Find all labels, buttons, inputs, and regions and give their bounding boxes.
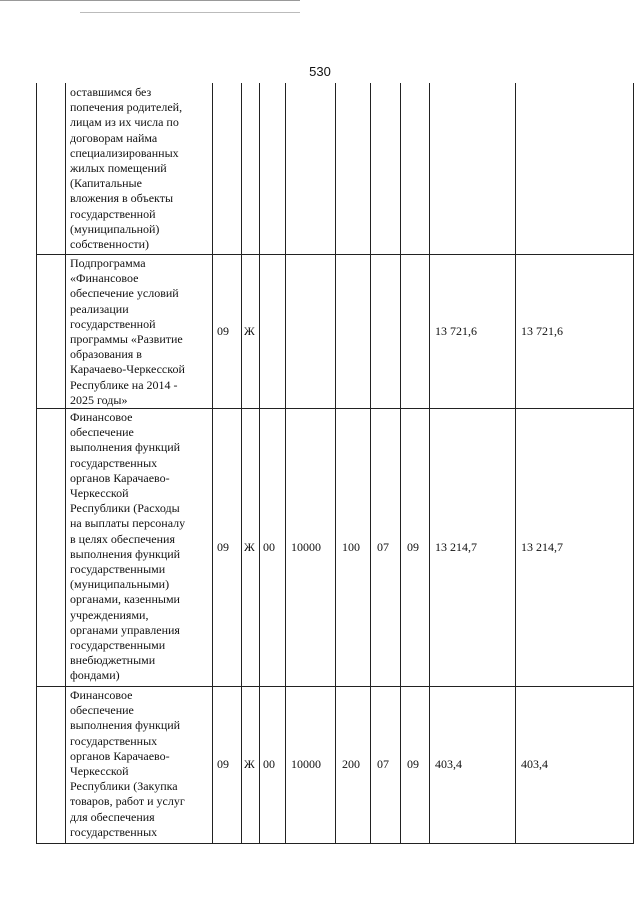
description-line: Республике на 2014 - [70,377,178,392]
description-line: лицам из их числа по [70,115,179,130]
description-line: товаров, работ и услуг [70,794,185,809]
cell-amount-2: 13 214,7 [521,540,563,554]
cell-code-4: 10000 [291,540,321,554]
description-line: государственных [70,824,158,839]
description-line: государственной [70,316,156,331]
description-line: органов Карачаево- [70,748,170,763]
description-line: на выплаты персоналу [70,516,186,531]
description-line: Республики (Закупка [70,779,178,794]
description-line: внебюджетными [70,653,156,668]
description-line: государственных [70,455,158,470]
row-description [70,85,209,252]
description-line: реализации [70,301,129,316]
cell-amount-1: 403,4 [435,757,462,771]
description-line: государственной [70,206,156,221]
description-line: в целях обеспечения [70,531,175,546]
description-line: вложения в объекты [70,191,174,206]
description-line: программы «Развитие [70,332,183,347]
scan-top-rule-2 [80,12,300,13]
cell-amount-1: 13 721,6 [435,324,477,338]
row-description [70,410,209,684]
cell-code-5: 100 [342,540,360,554]
description-line: (муниципальной) [70,221,160,236]
description-line: обеспечение [70,703,134,718]
description-line: «Финансовое [70,271,139,286]
cell-code-5: 200 [342,757,360,771]
col-divider [335,83,336,843]
budget-table [36,83,634,844]
description-line: для обеспечения [70,809,155,824]
description-line: договорам найма [70,130,158,145]
description-line: выполнения функций [70,546,181,561]
row-divider [37,686,633,687]
description-line: образования в [70,347,142,362]
description-line: выполнения функций [70,440,181,455]
cell-code-7: 09 [407,540,419,554]
description-line: специализированных [70,145,179,160]
description-line: Черкесской [70,764,129,779]
description-line: государственных [70,733,158,748]
row-divider [37,408,633,409]
description-line: Черкесской [70,486,129,501]
description-line: Финансовое [70,688,133,702]
cell-code-1: 09 [217,757,229,771]
row-description [70,688,209,840]
col-divider [65,83,66,843]
description-line: обеспечение условий [70,286,179,301]
page-number: 530 [309,64,331,79]
row-description [70,256,209,408]
cell-code-7: 09 [407,757,419,771]
description-line: Республики (Расходы [70,501,180,516]
col-divider [515,83,516,843]
description-line: Подпрограмма [70,256,146,270]
description-line: фондами) [70,668,120,683]
col-divider [212,83,213,843]
scan-top-rule [0,0,300,1]
cell-code-1: 09 [217,324,229,338]
col-divider [241,83,242,843]
description-line: органами управления [70,622,180,637]
cell-code-2: Ж [244,540,255,554]
cell-amount-1: 13 214,7 [435,540,477,554]
description-line: собственности) [70,237,150,252]
description-line: (муниципальными) [70,577,170,592]
cell-code-6: 07 [377,540,389,554]
description-line: органов Карачаево- [70,470,170,485]
description-line: обеспечение [70,425,134,440]
description-line: учреждениями, [70,607,149,622]
description-line: жилых помещений [70,161,167,176]
description-line: Карачаево-Черкесской [70,362,185,377]
cell-code-3: 00 [263,757,275,771]
cell-code-1: 09 [217,540,229,554]
cell-code-2: Ж [244,757,255,771]
description-line: 2025 годы» [70,392,128,407]
description-line: государственными [70,638,166,653]
cell-code-4: 10000 [291,757,321,771]
col-divider [400,83,401,843]
col-divider [429,83,430,843]
col-divider [259,83,260,843]
description-line: органами, казенными [70,592,180,607]
description-line: выполнения функций [70,718,181,733]
col-divider [370,83,371,843]
description-line: государственными [70,562,166,577]
description-line: (Капитальные [70,176,142,191]
col-divider [285,83,286,843]
description-line: Финансовое [70,410,133,424]
description-line: попечения родителей, [70,100,183,115]
row-divider [37,254,633,255]
cell-code-6: 07 [377,757,389,771]
cell-amount-2: 13 721,6 [521,324,563,338]
cell-amount-2: 403,4 [521,757,548,771]
cell-code-3: 00 [263,540,275,554]
cell-code-2: Ж [244,324,255,338]
description-line: оставшимся без [70,85,152,99]
